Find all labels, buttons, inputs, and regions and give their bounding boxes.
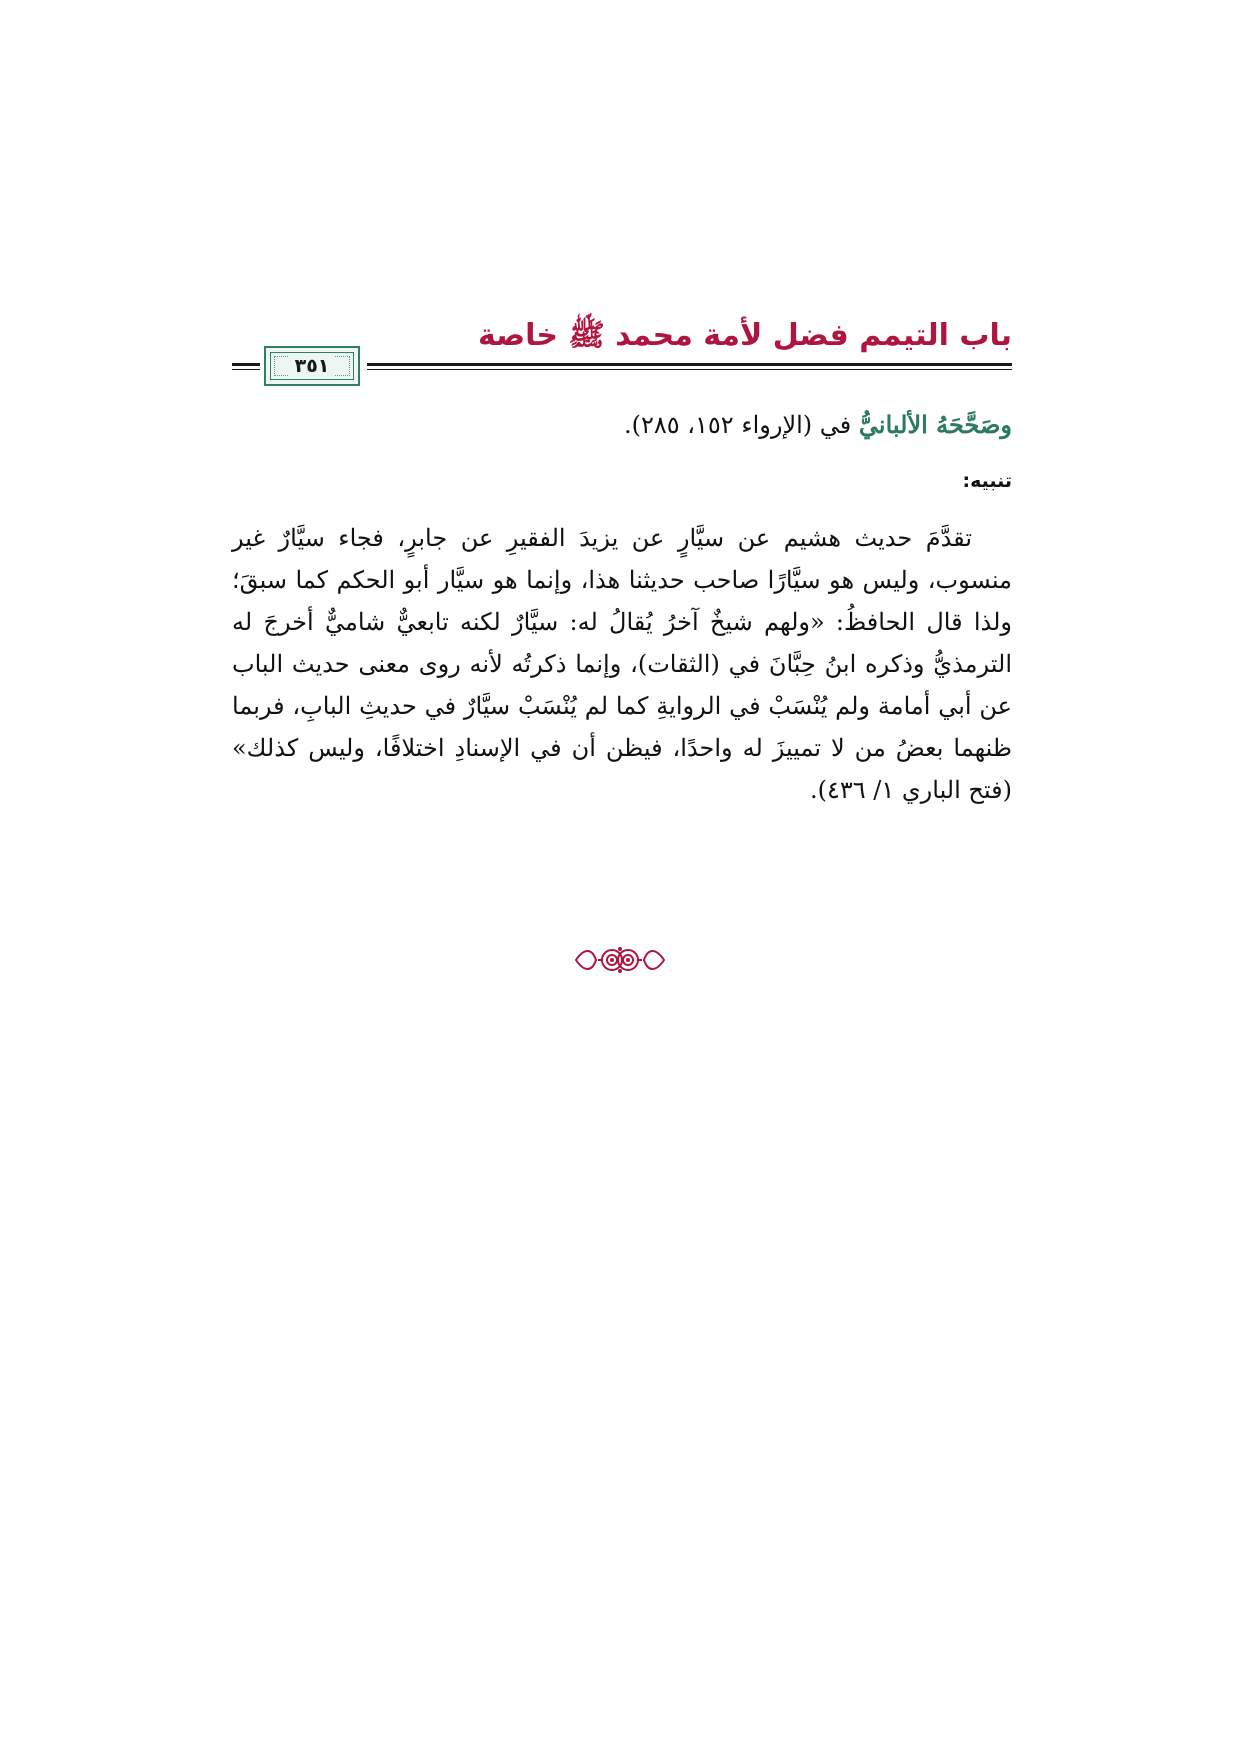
note-body: تقدَّمَ حديث هشيم عن سيَّارٍ عن يزيدَ الفقيرِ عن جابرٍ، فجاء سيَّارٌ غير منسوب، وليس هو سيَّارًا صاحب حديثنا هذا، وإنما هو سيَّار أبو الحكم كما سبقَ؛ ولذا قال الحافظُ: «ولهم شيخٌ آخرُ يُقالُ له: سيَّارٌ لكنه تابعيٌّ شاميٌّ أخرجَ له الترمذيُّ وذكره ابنُ حِبَّانَ في (الثقات)، وإنما ذكرتُه لأنه روى معنى حديث الباب عن أبي أمامة ولم يُنْسَبْ في الروايةِ كما لم يُنْسَبْ سيَّارٌ في حديثِ البابِ، فربما ظنهما بعضُ من لا تمييزَ له واحدًا، فيظن أن في الإسنادِ اختلافًا، وليس كذلك» (فتح الباري ١/ ٤٣٦).	[232, 524, 1012, 804]
source-citation	[232, 405, 1012, 445]
page-number: ٣٥١	[289, 355, 336, 377]
source-reference: في (الإرواء ١٥٢، ٢٨٥).	[623, 411, 859, 439]
page-content	[232, 405, 1012, 811]
header-rule-thin	[367, 369, 1012, 370]
page-number-frame	[264, 346, 360, 386]
note-heading: تنبيه:	[962, 470, 1012, 492]
page-header	[232, 316, 1012, 386]
header-rule-left	[232, 363, 260, 366]
floral-divider-icon	[572, 940, 668, 980]
running-title	[478, 316, 1012, 356]
scholar-name: وصَحَّحَهُ الألبانيُّ	[858, 410, 1012, 439]
header-rule-left-thin	[232, 369, 260, 370]
running-title-text: باب التيمم فضل لأمة محمد ﷺ خاصة	[477, 318, 1012, 353]
header-rule	[367, 363, 1012, 366]
